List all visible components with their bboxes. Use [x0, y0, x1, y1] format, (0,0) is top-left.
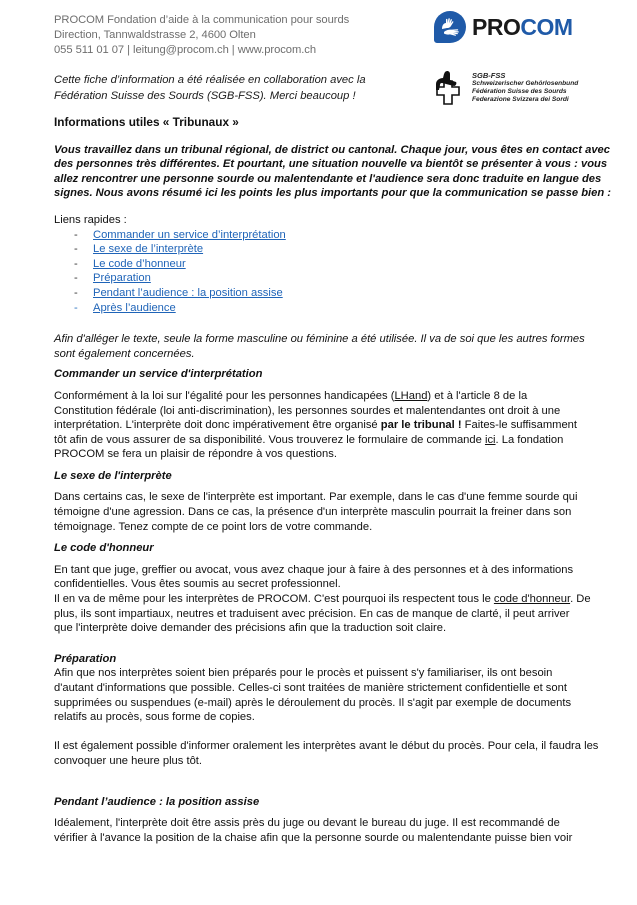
intro-paragraph: Vous travaillez dans un tribunal régional, de district ou cantonal. Chaque jour, vous êtes en contact avec des personnes très différentes. Et pourtant, une situation nouvelle va bientôt se présenter à vous : vous allez rencontrer une personne sourde ou malentendante et l'audience sera donc traduite en langue des signes. Nous avons résumé ici les points les plus importants pour que la communication se passe bien : — [54, 143, 612, 200]
section-paragraph-commander: Conformément à la loi sur l'égalité pour les personnes handicapées (LHand) et à l'article 8 de la Constitution fédérale (loi anti-discrimination), les personnes sourdes et malentendantes ont droit à une interprétation. L'interprète doit donc impérativement être organisé par le tribunal ! Faites-le suffisamment tôt afin de vous assurer de sa disponibilité. Vous trouverez le formulaire de commande ici. La fondation PROCOM se fera un plaisir de répondre à vos questions. — [54, 389, 578, 461]
sign-language-hands-icon — [434, 11, 466, 43]
quick-link-item — [54, 301, 584, 316]
lhand-link[interactable]: LHand — [394, 389, 428, 402]
org-contact: 055 511 01 07 | leitung@procom.ch | www.procom.ch — [54, 44, 317, 56]
link-sexe-interprete[interactable]: Le sexe de l’interprète — [93, 243, 204, 256]
sgb-fss-text: SGB-FSS Schweizerischer Gehörlosenbund Fédération Suisse des Sourds Federazione Svizzera dei Sordi — [472, 71, 579, 103]
procom-wordmark: PROCOM — [472, 13, 573, 40]
procom-logo — [434, 9, 584, 45]
bullet-dash: - — [74, 257, 78, 270]
link-position-assise[interactable]: Pendant l’audience : la position assise — [93, 286, 283, 299]
section-heading-sexe: Le sexe de l'interprète — [54, 469, 172, 482]
bullet-dash: - — [74, 286, 78, 299]
section-paragraph-preparation: Afin que nos interprètes soient bien préparés pour le procès et puissent s'y familiariser, ils ont besoin d'autant d'informations que possible. Celles-ci sont traitées de manière strictement confidentielle et sont supprimées ou suspendues (e-mail) après le déroulement du procès. Il s'agit par exemple de documents relatifs au procès, sous forme de copies. Il est également possible d'informer oralement les interprètes avant le début du procès. Pour cela, il faudra les convoquer une heure plus tôt. — [54, 667, 599, 767]
section-heading-code-honneur: Le code d'honneur — [54, 542, 154, 555]
quick-links-list — [54, 228, 584, 316]
order-form-link[interactable]: ici — [484, 433, 496, 446]
link-code-honneur[interactable]: Le code d’honneur — [93, 257, 186, 270]
quick-link-item — [54, 228, 584, 243]
collaboration-note: Cette fiche d’information a été réalisée en collaboration avec la Fédération Suisse des Sourds (SGB-FSS). Merci beaucoup ! — [54, 74, 366, 102]
section-heading-preparation: Préparation — [54, 652, 117, 665]
bullet-dash: - — [74, 272, 78, 285]
link-preparation[interactable]: Préparation — [93, 272, 151, 285]
quick-link-item — [54, 271, 584, 286]
gender-note: Afin d'alléger le texte, seule la forme masculine ou féminine a été utilisée. Il va de soi que les autres formes sont également concernées. — [54, 333, 585, 360]
bullet-dash: - — [74, 301, 78, 314]
page-title: Informations utiles « Tribunaux » — [54, 115, 239, 129]
bullet-dash: - — [74, 228, 78, 241]
quick-link-item — [54, 242, 584, 257]
quick-link-item — [54, 257, 584, 272]
bullet-dash: - — [74, 243, 78, 256]
code-honneur-link[interactable]: code d'honneur — [493, 593, 571, 606]
org-address: Direction, Tannwaldstrasse 2, 4600 Olten — [54, 29, 256, 41]
quick-link-item — [54, 286, 584, 301]
swiss-cross-hand-icon — [434, 70, 464, 106]
section-heading-commander: Commander un service d'interprétation — [54, 368, 263, 381]
organization-address-block — [54, 13, 349, 58]
section-paragraph-position-assise: Idéalement, l'interprète doit être assis près du juge ou devant le bureau du juge. Il est recommandé de vérifier à l'avance la position de la chaise afin que la personne sourde ou malentendante puisse bien voir — [54, 817, 573, 844]
section-heading-position-assise: Pendant l’audience : la position assise — [54, 795, 260, 808]
section-paragraph-sexe: Dans certains cas, le sexe de l'interprète est important. Par exemple, dans le cas d'une femme sourde qui témoigne d'une agression. Dans ce cas, la présence d'un interprète masculin pourrait la freiner dans son témoignage. Tenez compte de ce point lors de votre commande. — [54, 491, 578, 533]
link-apres-audience[interactable]: Après l’audience — [93, 301, 176, 314]
bold-emphasis: par le tribunal ! — [380, 419, 462, 432]
org-name: PROCOM Fondation d’aide à la communication pour sourds — [54, 14, 350, 26]
section-paragraph-code-honneur: En tant que juge, greffier ou avocat, vous avez chaque jour à faire à des personnes et à des informations confidentielles. Vous êtes soumis au secret professionnel. Il en va de même pour les interprètes de PROCOM. C'est pourquoi ils respectent tous le code d'honneur. De plus, ils sont impartiaux, neutres et traduisent avec précision. En cas de manque de clarté, il peut arriver que l'interprète doive demander des précisions afin que la traduction soit claire. — [54, 563, 591, 635]
link-commander-service[interactable]: Commander un service d’interprétation — [93, 228, 286, 241]
sgb-fss-logo — [434, 70, 578, 106]
quick-links-label: Liens rapides : — [54, 213, 127, 226]
document-body — [54, 115, 612, 852]
